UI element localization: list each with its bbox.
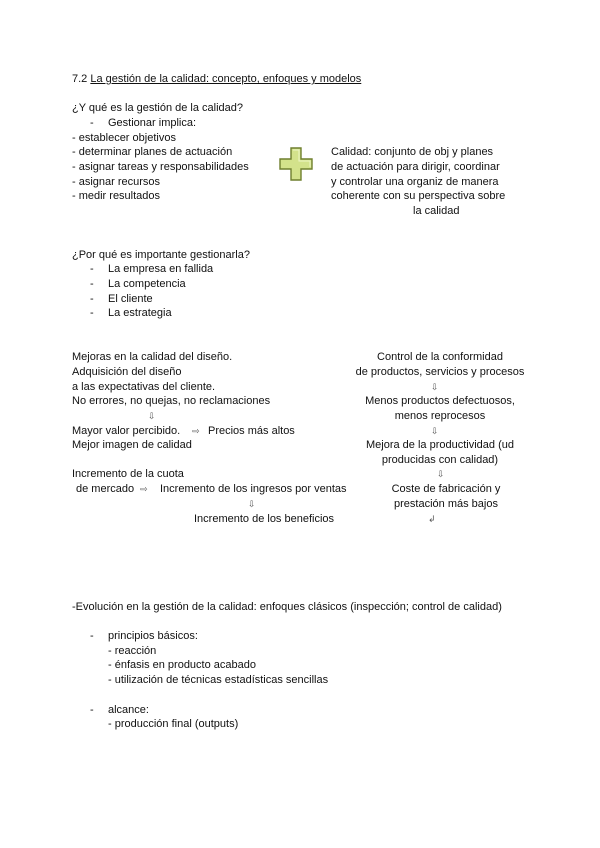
arrow-down-left-icon: ↲ (428, 514, 436, 524)
definition-line: de actuación para dirigir, coordinar (331, 161, 500, 173)
list-item: La empresa en fallida (108, 263, 214, 275)
diagram-right-text: producidas con calidad) (381, 454, 499, 466)
plus-icon (278, 146, 314, 182)
arrow-down-icon: ⇩ (148, 411, 156, 421)
list-item: - producción final (outputs) (108, 718, 239, 730)
definition-line: la calidad (413, 205, 460, 217)
gestionar-intro: Gestionar implica: (108, 117, 197, 129)
diagram-left-text: Mejoras en la calidad del diseño. (72, 351, 233, 363)
dash-marker: - (90, 307, 94, 319)
arrow-down-icon: ⇩ (248, 499, 256, 509)
diagram-right-text: Control de la conformidad (377, 351, 503, 363)
definition-line: coherente con su perspectiva sobre (331, 190, 506, 202)
evolution-heading: -Evolución en la gestión de la calidad: enfoques clásicos (inspección; control de calidad) (72, 601, 502, 613)
question-why-important: ¿Por qué es importante gestionarla? (72, 249, 250, 261)
diagram-left-text: Mejor imagen de calidad (72, 439, 192, 451)
diagram-result-text: Incremento de los beneficios (194, 513, 335, 525)
dash-marker: - (90, 263, 94, 275)
block-label: alcance: (108, 704, 149, 716)
diagram-right-text: Coste de fabricación y (391, 483, 501, 495)
dash-marker: - (90, 117, 94, 129)
arrow-down-icon: ⇩ (437, 469, 445, 479)
diagram-left-text: Adquisición del diseño (72, 366, 182, 378)
diagram-left-text: Precios más altos (208, 425, 295, 437)
diagram-right-text: de productos, servicios y procesos (355, 366, 525, 378)
diagram-left-text: Incremento de los ingresos por ventas (160, 483, 347, 495)
question-what-is: ¿Y qué es la gestión de la calidad? (72, 102, 244, 114)
dash-marker: - (90, 630, 94, 642)
diagram-right-text: menos reprocesos (394, 410, 486, 422)
block-label: principios básicos: (108, 630, 198, 642)
arrow-right-icon: ⇨ (192, 426, 200, 436)
diagram-left-text: a las expectativas del cliente. (72, 381, 216, 393)
section-title: La gestión de la calidad: concepto, enfoques y modelos (90, 73, 362, 85)
list-item: - reacción (108, 645, 157, 657)
definition-line: Calidad: conjunto de obj y planes (331, 146, 494, 158)
arrow-right-icon: ⇨ (140, 484, 148, 494)
diagram-right-text: Mejora de la productividad (ud (366, 439, 514, 451)
diagram-right-text: prestación más bajos (394, 498, 498, 510)
list-item: - énfasis en producto acabado (108, 659, 256, 671)
section-heading (72, 72, 361, 87)
list-item: El cliente (108, 293, 153, 305)
section-number: 7.2 (72, 73, 88, 85)
diagram-left-text: No errores, no quejas, no reclamaciones (72, 395, 271, 407)
dash-marker: - (90, 704, 94, 716)
list-item: La estrategia (108, 307, 172, 319)
dash-marker: - (90, 293, 94, 305)
list-item: - medir resultados (72, 190, 161, 202)
diagram-right-text: Menos productos defectuosos, (365, 395, 515, 407)
list-item: - determinar planes de actuación (72, 146, 233, 158)
list-item: La competencia (108, 278, 186, 290)
diagram-left-text: de mercado (76, 483, 135, 495)
dash-marker: - (90, 278, 94, 290)
diagram-left-text: Incremento de la cuota (72, 468, 184, 480)
list-item: - establecer objetivos (72, 132, 176, 144)
list-item: - utilización de técnicas estadísticas sencillas (108, 674, 329, 686)
list-item: - asignar tareas y responsabilidades (72, 161, 249, 173)
list-item: - asignar recursos (72, 176, 161, 188)
arrow-down-icon: ⇩ (431, 382, 439, 392)
diagram-left-text: Mayor valor percibido. (72, 425, 181, 437)
definition-line: y controlar una organiz de manera (331, 176, 499, 188)
arrow-down-icon: ⇩ (431, 426, 439, 436)
